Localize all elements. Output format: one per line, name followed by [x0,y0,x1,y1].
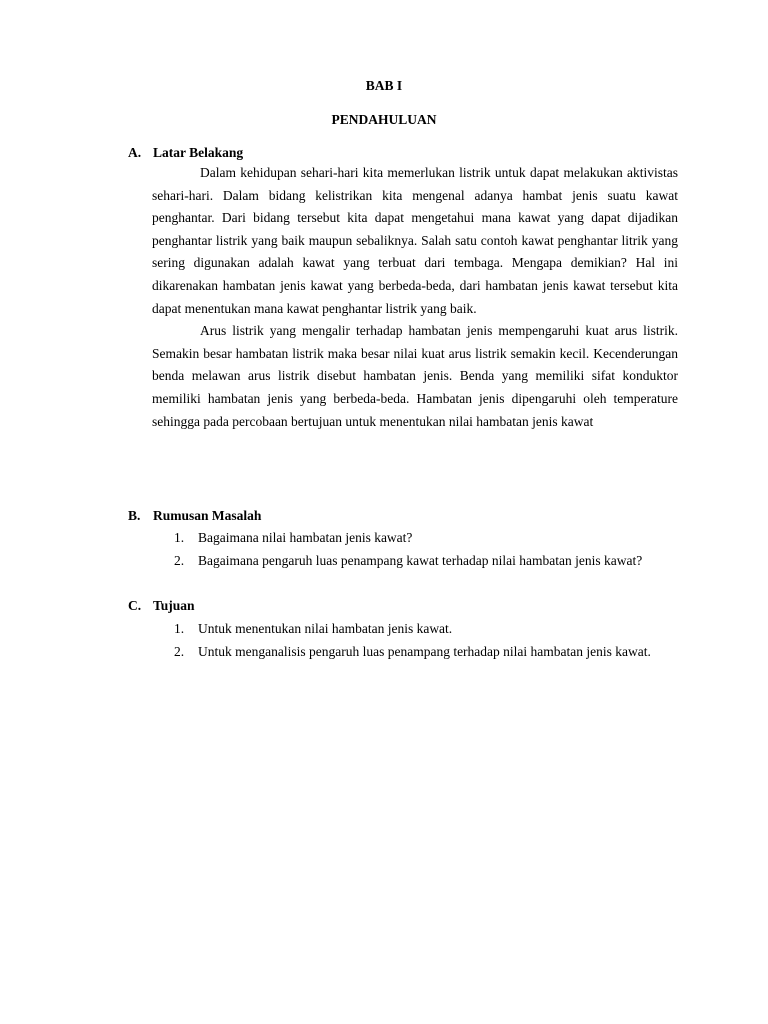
list-item [152,641,678,664]
section-title: Rumusan Masalah [153,508,262,523]
section-title: Tujuan [153,598,195,613]
list-item [152,527,678,550]
section-letter: C. [128,598,142,613]
paragraph: Arus listrik yang mengalir terhadap hambatan jenis mempengaruhi kuat arus listrik. Semakin besar hambatan listrik maka besar nilai kuat arus listrik semakin kecil. Kecenderungan benda melawan arus listrik disebut hambatan jenis. Benda yang memiliki sifat konduktor memiliki hambatan jenis yang berbeda-beda. Hambatan jenis dipengaruhi oleh temperature sehingga pada percobaan bertujuan untuk menentukan nilai hambatan jenis kawat [152,323,678,429]
tujuan-list [152,618,678,663]
section-body-latar-belakang [152,162,678,433]
section-letter: B. [128,508,141,523]
list-item-number: 1. [174,530,185,545]
section-letter: A. [128,145,142,160]
list-item-number: 2. [174,552,185,568]
section-heading-rumusan-masalah [128,508,261,524]
list-item [152,550,678,573]
section-heading-tujuan [128,598,195,614]
list-item-text: Bagaimana pengaruh luas penampang kawat terhadap nilai hambatan jenis kawat? [198,552,643,568]
list-item-text: Untuk menentukan nilai hambatan jenis kawat. [198,621,453,636]
list-item [152,618,678,641]
paragraph: Dalam kehidupan sehari-hari kita memerlukan listrik untuk dapat melakukan aktivistas sehari-hari. Dalam bidang kelistrikan kita mengenal adanya hambat jenis suatu kawat penghantar. Dari bidang tersebut kita dapat mengetahui mana kawat yang dapat dijadikan penghantar listrik yang baik maupun sebaliknya. Salah satu contoh kawat penghantar litrik yang sering digunakan adalah kawat yang terbuat dari tembaga. Mengapa demikian? Hal ini dikarenakan hambatan jenis kawat yang berbeda-beda, dari hambatan jenis kawat tersebut kita dapat menentukan mana kawat penghantar listrik yang baik. [152,165,678,316]
list-item-number: 1. [174,621,185,636]
list-item-number: 2. [174,643,185,659]
section-heading-latar-belakang [128,145,243,161]
list-item-text: Bagaimana nilai hambatan jenis kawat? [198,530,413,545]
rumusan-masalah-list [152,527,678,572]
chapter-title: PENDAHULUAN [331,112,437,127]
list-item-text: Untuk menganalisis pengaruh luas penampang terhadap nilai hambatan jenis kawat. [198,643,651,659]
chapter-number: BAB I [365,78,403,93]
section-title: Latar Belakang [153,145,244,160]
